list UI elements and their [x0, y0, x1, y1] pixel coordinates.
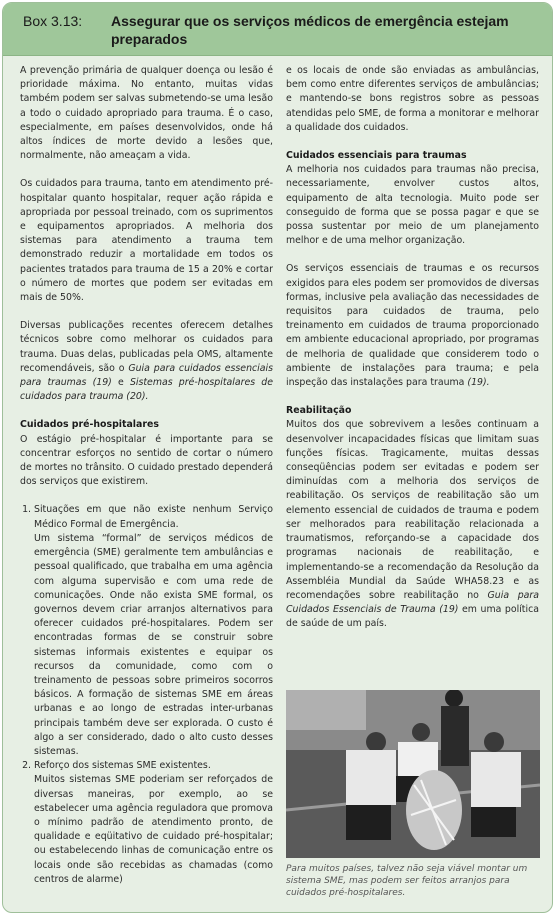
- responder-head: [484, 732, 504, 752]
- prehospital-systems-ref: Sistemas pré-hospitalares de cuidados para trauma (20).: [20, 377, 273, 403]
- heading-prehospital-care: Cuidados pré-hospitalares: [20, 419, 159, 431]
- paragraph-prehospital: O estágio pré-hospitalar é importante para se concentrar esforços no sentido de cortar o número de mortes no trânsito. O cuidado prestado dependerá dos serviços que existirem.: [20, 433, 273, 488]
- responder-trousers: [346, 805, 391, 840]
- rehab-guide-ref: Guia para Cuidados Essenciais de Trauma (19): [286, 589, 539, 616]
- services-ref: (19).: [467, 377, 490, 389]
- paragraph-continued: e os locais de onde são enviadas as ambulâncias, bem como entre diferentes serviços de ambulâncias; e mantendo-se bons registros sobre as pessoas atendidas pelo SME, de forma a monitorar e melhorar a qualidade dos cuidados.: [286, 65, 539, 133]
- heading-rehabilitation: Reabilitação: [286, 405, 352, 417]
- list-item-title: 2. Reforço dos sistemas SME existentes.: [34, 760, 211, 772]
- services-text: Os serviços essenciais de traumas e os recursos exigidos para eles podem ser promovidos de diversas formas, inclusive pela avaliação das necessidades de requisitos para cuidados de trauma, pelo treinamento em cuidados de trauma proporcionado em ambiente educacional apropriado, por programas de melhoria de qualidade que considerem todo o ambiente de instalações para trauma; e pela inspeção das instalações para trauma: [286, 263, 539, 389]
- figure-standing: [441, 706, 469, 766]
- list-item: [34, 759, 273, 887]
- left-column: [20, 64, 273, 887]
- list-item: [34, 503, 273, 759]
- responder-shirt: [346, 750, 396, 805]
- responder-shirt: [471, 752, 521, 807]
- paragraph-trauma-care: Os cuidados para trauma, tanto em atendimento pré-hospitalar quanto hospitalar, requer ação rápida e apropriada por pessoal treinado, com os suprimentos e equipamentos apropriados. A melhoria dos sistemas para atendimento a trauma tem demonstrado reduzir a mortalidade em todos os pacientes tratados para trauma de 15 a 20% e cortar o número de mortes que podem ser evitadas em mais de 50%.: [20, 178, 273, 304]
- heading-essential-trauma-care: Cuidados essenciais para traumas: [286, 150, 467, 162]
- guide-essential-trauma-ref: Guia para cuidados essenciais para traumas (19): [20, 362, 274, 389]
- list-item-body: Um sistema “formal” de serviços médicos de emergência (SME) geralmente tem ambulâncias e pessoal qualificado, que trabalha em uma agência com alguma supervisão e com uma rede de comunicações. Onde não exista SME formal, os governos devem criar arranjos alternativos para oferecer cuidados pré-hospitalares. Podem ser encontradas formas de se construir sobre sistemas informais existentes e equipar os recursos da comunidade, como com o treinamento de pessoas sobre primeiros socorros básicos. A formação de sistemas SME em áreas urbanas e ao longo de estradas inter-urbanas principais também deve ser explorada. O custo é algo a ser considerado, dado o alto custo desses sistemas.: [34, 532, 273, 757]
- publications-text: Diversas publicações recentes oferecem detalhes técnicos sobre como melhorar os cuidados para trauma. Duas delas, publicadas pela OMS, altamente recomendáveis, são o: [20, 320, 273, 374]
- photo-building: [286, 690, 366, 730]
- paragraph-prevention: A prevenção primária de qualquer doença ou lesão é prioridade máxima. No entanto, muitas vidas também podem ser salvas submetendo-se uma lesão a todo o cuidado apropriado para trauma. É o caso, especialmente, em países desenvolvidos, onde há altos índices de morte devido a lesões que, normalmente, não ameaçam a vida.: [20, 65, 273, 162]
- responder-trousers: [471, 807, 516, 837]
- paragraph-rehabilitation: [286, 418, 539, 631]
- rehab-end-text: em uma política de saúde de um país.: [286, 604, 539, 630]
- paragraph-services: [286, 262, 539, 390]
- emergency-care-photo: [286, 690, 540, 858]
- box-number: Box 3.13:: [23, 13, 83, 29]
- prehospital-list: [20, 503, 273, 886]
- box-title: Assegurar que os serviços médicos de emergência estejam preparados: [111, 13, 509, 47]
- rehab-text: Muitos dos que sobrevivem a lesões continuam a desenvolver incapacidades físicas que limitam suas funções físicas. Tragicamente, muitas dessas conseqüências podem ser evitadas e podem ser diminuídas com a melhoria dos serviços de reabilitação. Os serviços de reabilitação são um elemento essencial de cuidados de trauma e podem ser melhorados para reabilitação relacionada a traumatismos, reforçando-se a capacidade dos programas nacionais de reabilitação, e implementando-se a recomendação da Resolução da Assembléia Mundial da Saúde WHA58.23 e as recomendações sobre reabilitação no: [286, 419, 539, 601]
- box-header: [3, 3, 552, 56]
- photo-caption: Para muitos países, talvez não seja viável montar um sistema SME, mas podem ser feitos arranjos para cuidados pré-hospitalares.: [286, 864, 528, 898]
- paragraph-essential: A melhoria nos cuidados para traumas não precisa, necessariamente, envolver custos altos, equipamento de alta tecnologia. Muito pode ser conseguido de forma que se possa pagar e que se possa sustentar por meio de um planejamento melhor e de uma melhor organização.: [286, 164, 539, 247]
- responder-head: [412, 723, 430, 741]
- paragraph-publications: [20, 319, 273, 404]
- photo-illustration: [286, 690, 540, 858]
- publications-connector: e: [111, 377, 130, 389]
- responder-head: [366, 732, 386, 752]
- list-item-body: Muitos sistemas SME poderiam ser reforçados de diversas maneiras, por exemplo, ao se estabelecer uma agência reguladora que promova o mínimo padrão de atendimento pronto, de qualidade e eqüitativo de cuidado pré-hospitalar; ou estabelecendo linhas de comunicação entre os locais onde são recebidas as chamadas (como centros de alarme): [34, 774, 273, 885]
- list-item-title: 1. Situações em que não existe nenhum Serviço Médico Formal de Emergência.: [34, 504, 273, 530]
- right-column: [286, 64, 539, 646]
